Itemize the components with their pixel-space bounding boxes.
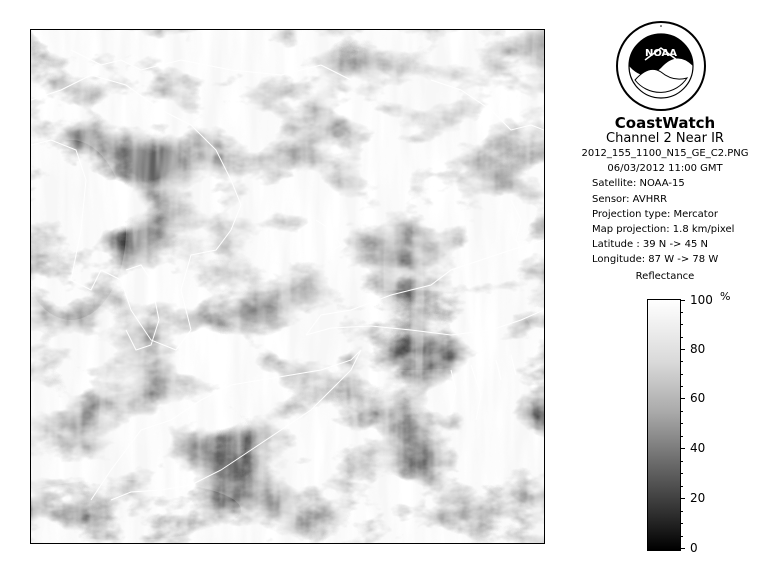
latitude-text: Latitude : 39 N -> 45 N bbox=[592, 239, 708, 251]
satellite-image bbox=[30, 29, 545, 544]
colorbar-minor-tick bbox=[680, 536, 683, 537]
colorbar-minor-tick bbox=[680, 511, 683, 512]
filename-text: 2012_155_1100_N15_GE_C2.PNG bbox=[581, 148, 749, 159]
colorbar-tick bbox=[680, 300, 685, 301]
noaa-logo bbox=[615, 20, 707, 112]
map-projection-text: Map projection: 1.8 km/pixel bbox=[592, 224, 735, 236]
colorbar-minor-tick bbox=[680, 386, 683, 387]
colorbar-minor-tick bbox=[680, 411, 683, 412]
colorbar-minor-tick bbox=[680, 324, 683, 325]
projection-type-text: Projection type: Mercator bbox=[592, 208, 718, 220]
reflectance-colorbar bbox=[647, 299, 681, 551]
noaa-seal-icon bbox=[615, 20, 707, 112]
satellite-image-graphic bbox=[31, 30, 544, 543]
colorbar-label-100: 100 bbox=[690, 293, 713, 307]
image-info-panel bbox=[560, 112, 770, 268]
colorbar-unit: % bbox=[720, 290, 731, 303]
colorbar-tick bbox=[680, 398, 685, 399]
logo-noaa-text: NOAA bbox=[644, 48, 678, 59]
colorbar-tick bbox=[680, 548, 685, 549]
colorbar-minor-tick bbox=[680, 337, 683, 338]
colorbar-tick bbox=[680, 448, 685, 449]
colorbar-tick bbox=[680, 498, 685, 499]
colorbar-title: Reflectance bbox=[635, 271, 695, 282]
brand-title: CoastWatch bbox=[614, 114, 716, 132]
colorbar-label-80: 80 bbox=[690, 342, 706, 356]
colorbar-label-60: 60 bbox=[690, 391, 706, 405]
channel-label: Channel 2 Near IR bbox=[606, 131, 724, 146]
satellite-text: Satellite: NOAA-15 bbox=[592, 178, 685, 190]
colorbar-minor-tick bbox=[680, 361, 683, 362]
colorbar-label-20: 20 bbox=[690, 491, 706, 505]
colorbar-minor-tick bbox=[680, 461, 683, 462]
sensor-text: Sensor: AVHRR bbox=[592, 193, 668, 205]
datetime-text: 06/03/2012 11:00 GMT bbox=[607, 163, 723, 175]
colorbar-minor-tick bbox=[680, 486, 683, 487]
colorbar-minor-tick bbox=[680, 374, 683, 375]
colorbar-label-40: 40 bbox=[690, 441, 706, 455]
colorbar-minor-tick bbox=[680, 523, 683, 524]
colorbar-label-0: 0 bbox=[690, 541, 698, 555]
colorbar-tick bbox=[680, 349, 685, 350]
longitude-text: Longitude: 87 W -> 78 W bbox=[592, 254, 719, 266]
colorbar-minor-tick bbox=[680, 423, 683, 424]
colorbar-minor-tick bbox=[680, 473, 683, 474]
colorbar-minor-tick bbox=[680, 312, 683, 313]
colorbar-minor-tick bbox=[680, 436, 683, 437]
